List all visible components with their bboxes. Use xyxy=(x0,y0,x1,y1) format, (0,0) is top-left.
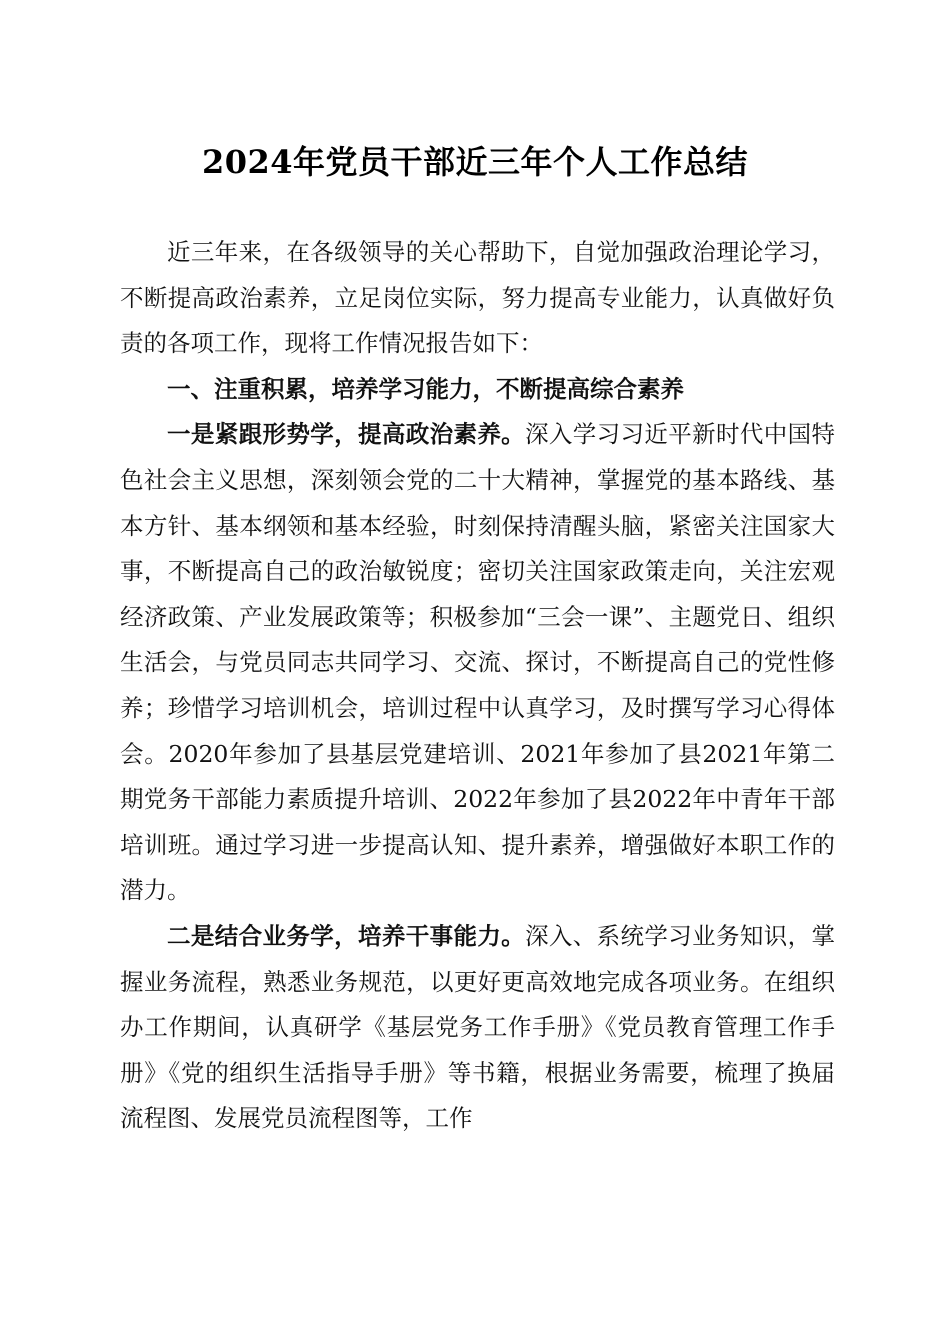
section-heading: 一、注重积累，培养学习能力，不断提高综合素养 xyxy=(167,374,684,403)
document-body xyxy=(120,230,835,1142)
paragraph-2-body: 深入、系统学习业务知识，掌握业务流程，熟悉业务规范，以更好更高效地完成各项业务。在组织办工作期间，认真研学《基层党务工作手册》《党员教育管理工作手册》《党的组织生活指导手册》等书籍，根据业务需要，梳理了换届流程图、发展党员流程图等，工作 xyxy=(120,921,836,1133)
paragraph-1 xyxy=(120,412,835,914)
paragraph-2 xyxy=(120,914,835,1142)
page-title: 2024年党员干部近三年个人工作总结 xyxy=(201,143,749,181)
intro-paragraph: 近三年来，在各级领导的关心帮助下，自觉加强政治理论学习，不断提高政治素养，立足岗位实际，努力提高专业能力，认真做好负责的各项工作，现将工作情况报告如下： xyxy=(120,238,835,358)
paragraph-1-body: 深入学习习近平新时代中国特色社会主义思想，深刻领会党的二十大精神，掌握党的基本路线、基本方针、基本纲领和基本经验，时刻保持清醒头脑，紧密关注国家大事，不断提高自己的政治敏锐度；密切关注国家政策走向，关注宏观经济政策、产业发展政策等；积极参加“三会一课”、主题党日、组织生活会，与党员同志共同学习、交流、探讨，不断提高自己的党性修养；珍惜学习培训机会，培训过程中认真学习，及时撰写学习心得体会。2020年参加了县基层党建培训、2021年参加了县2021年第二期党务干部能力素质提升培训、2022年参加了县2022年中青年干部培训班。通过学习进一步提高认知、提升素养，增强做好本职工作的潜力。 xyxy=(120,420,836,905)
paragraph-1-lead: 一是紧跟形势学，提高政治素养。 xyxy=(167,420,526,449)
paragraph-2-lead: 二是结合业务学，培养干事能力。 xyxy=(167,921,526,950)
